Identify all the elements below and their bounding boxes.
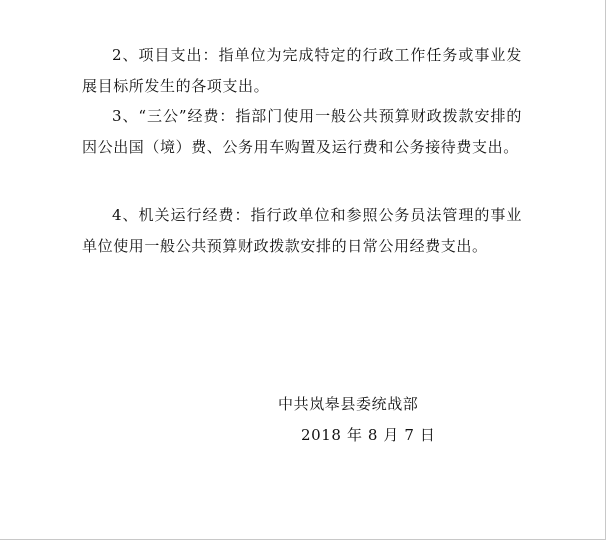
paragraph-operating-expenses: 4、机关运行经费：指行政单位和参照公务员法管理的事业单位使用一般公共预算财政拨款安排的日常公用经费支出。 xyxy=(82,206,522,255)
signature-date: 2018 年 8 月 7 日 xyxy=(301,426,436,444)
paragraph-project-expenditure: 2、项目支出：指单位为完成特定的行政工作任务或事业发展目标所发生的各项支出。 xyxy=(82,46,522,95)
signature-organization: 中共岚皋县委统战部 xyxy=(278,395,419,413)
paragraph-three-public-expenses: 3、“三公”经费：指部门使用一般公共预算财政拨款安排的因公出国（境）费、公务用车购置及运行费和公务接待费支出。 xyxy=(82,107,522,156)
